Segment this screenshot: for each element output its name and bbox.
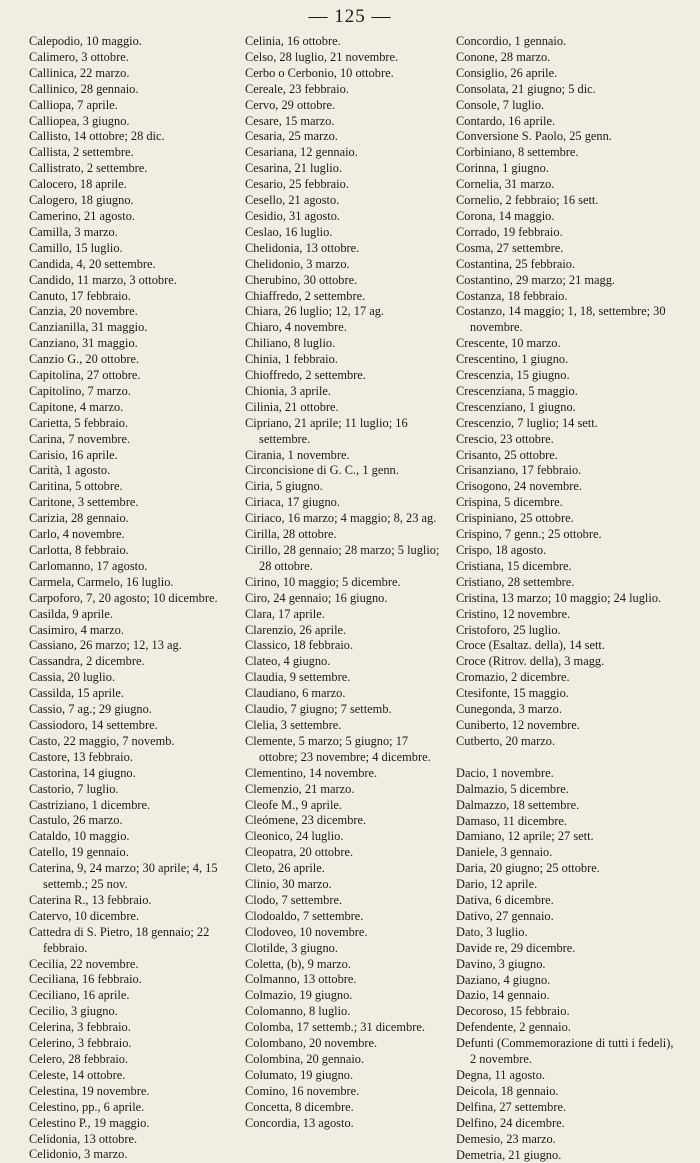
calendar-entry: Carisio, 16 aprile. xyxy=(29,447,118,462)
calendar-entry: Cesariana, 12 gennaio. xyxy=(245,145,358,160)
calendar-entry: Celestino, pp., 6 aprile. xyxy=(29,1099,145,1114)
calendar-entry: Crispiniano, 25 ottobre. xyxy=(456,511,574,526)
calendar-entry: Clementino, 14 novembre. xyxy=(245,765,378,780)
calendar-entry: Cesare, 15 marzo. xyxy=(245,113,335,128)
calendar-entry: Columato, 19 giugno. xyxy=(245,1067,354,1082)
calendar-entry: Croce (Ritrov. della), 3 magg. xyxy=(456,654,605,669)
calendar-entry: Ciriaco, 16 marzo; 4 maggio; 8, 23 ag. xyxy=(245,511,437,526)
calendar-entry: Corona, 14 maggio. xyxy=(456,208,555,223)
calendar-entry: Carietta, 5 febbraio. xyxy=(29,415,129,430)
calendar-entry: Callisto, 14 ottobre; 28 dic. xyxy=(29,129,165,144)
calendar-entry: Carpoforo, 7, 20 agosto; 10 dicembre. xyxy=(29,590,218,605)
calendar-entry: Casto, 22 maggio, 7 novemb. xyxy=(29,733,175,748)
calendar-entry: Chiara, 26 luglio; 12, 17 ag. xyxy=(245,304,385,319)
calendar-entry: Deicola, 18 gennaio. xyxy=(456,1083,559,1098)
calendar-entry: Candida, 4, 20 settembre. xyxy=(29,256,156,271)
calendar-entry: Caritina, 5 ottobre. xyxy=(29,479,123,494)
calendar-entry: Davino, 3 giugno. xyxy=(456,956,546,971)
calendar-entry: Carlomanno, 17 agosto. xyxy=(29,558,148,573)
calendar-entry: Crescente, 10 marzo. xyxy=(456,336,561,351)
calendar-entry: Canuto, 17 febbraio. xyxy=(29,288,131,303)
calendar-entry: Costanza, 18 febbraio. xyxy=(456,288,568,303)
calendar-entry: Ceciliana, 16 febbraio. xyxy=(29,972,142,987)
calendar-entry: Ciro, 24 gennaio; 16 giugno. xyxy=(245,590,388,605)
calendar-entry: Castulo, 26 marzo. xyxy=(29,813,123,828)
calendar-entry: Corrado, 19 febbraio. xyxy=(456,224,563,239)
column-middle xyxy=(245,34,449,1132)
calendar-entry: Capitone, 4 marzo. xyxy=(29,399,124,414)
calendar-entry: Dativo, 27 gennaio. xyxy=(456,908,554,923)
calendar-entry: Cristoforo, 25 luglio. xyxy=(456,622,561,637)
calendar-entry: Clelia, 3 settembre. xyxy=(245,717,342,732)
calendar-entry: Demetria, 21 giugno. xyxy=(456,1147,562,1162)
calendar-entry: Colombina, 20 gennaio. xyxy=(245,1052,365,1066)
calendar-entry: Defunti (Commemorazione di tutti i fedeli), 2 novembre. xyxy=(456,1036,674,1067)
calendar-entry: Clodoveo, 10 novembre. xyxy=(245,924,368,939)
calendar-entry: Crescentino, 1 giugno. xyxy=(456,352,569,367)
calendar-entry: Circoncisione di G. C., 1 genn. xyxy=(245,463,399,478)
calendar-entry: Claudia, 9 settembre. xyxy=(245,670,351,685)
calendar-entry: Costantino, 29 marzo; 21 magg. xyxy=(456,272,615,287)
calendar-entry: Cristiano, 28 settembre. xyxy=(456,574,575,589)
calendar-entry: Calliopea, 3 giugno. xyxy=(29,113,130,128)
calendar-entry: Clarenzio, 26 aprile. xyxy=(245,622,347,637)
calendar-entry: Cirillo, 28 gennaio; 28 marzo; 5 luglio; 28 ottobre. xyxy=(245,543,440,573)
calendar-entry: Cattedra di S. Pietro, 18 gennaio; 22 febbraio. xyxy=(29,924,210,955)
calendar-entry: Claudiano, 6 marzo. xyxy=(245,686,346,701)
calendar-entry: Carità, 1 agosto. xyxy=(29,463,111,478)
calendar-entry: Cassio, 7 ag.; 29 giugno. xyxy=(29,702,152,717)
calendar-entry: Cecilio, 3 giugno. xyxy=(29,1004,118,1019)
calendar-entry: Colombano, 20 novembre. xyxy=(245,1036,378,1051)
calendar-entry: Concetta, 8 dicembre. xyxy=(245,1099,354,1114)
calendar-entry: Cristiana, 15 dicembre. xyxy=(456,558,572,573)
calendar-entry: Cesaria, 25 marzo. xyxy=(245,129,338,144)
calendar-entry: Cilinia, 21 ottobre. xyxy=(245,399,339,414)
calendar-entry: Caterina R., 13 febbraio. xyxy=(29,892,152,907)
calendar-entry: Cerbo o Cerbonio, 10 ottobre. xyxy=(245,65,394,80)
calendar-entry: Colomba, 17 settemb.; 31 dicembre. xyxy=(245,1020,425,1035)
calendar-entry: Crispino, 7 genn.; 25 ottobre. xyxy=(456,527,602,542)
calendar-entry: Cesidio, 31 agosto. xyxy=(245,208,340,223)
calendar-entry: Daniele, 3 gennaio. xyxy=(456,845,553,860)
calendar-entry: Cunegonda, 3 marzo. xyxy=(456,702,562,717)
calendar-entry: Chioffredo, 2 settembre. xyxy=(245,368,366,383)
calendar-entry: Cervo, 29 ottobre. xyxy=(245,97,336,112)
calendar-entry: Cassilda, 15 aprile. xyxy=(29,686,124,701)
calendar-entry: Croce (Esaltaz. della), 14 sett. xyxy=(456,638,605,653)
calendar-entry: Cherubino, 30 ottobre. xyxy=(245,272,358,287)
calendar-entry: Chinia, 1 febbraio. xyxy=(245,352,338,367)
calendar-entry: Canzianilla, 31 maggio. xyxy=(29,320,148,335)
calendar-entry: Celestino P., 19 maggio. xyxy=(29,1115,150,1130)
calendar-entry: Demesio, 23 marzo. xyxy=(456,1131,556,1146)
calendar-entry: Colmazio, 19 giugno. xyxy=(245,988,353,1003)
calendar-entry: Defendente, 2 gennaio. xyxy=(456,1020,571,1035)
calendar-entry: Clinio, 30 marzo. xyxy=(245,877,332,892)
calendar-entry: Crescio, 23 ottobre. xyxy=(456,431,554,446)
calendar-entry: Capitolina, 27 ottobre. xyxy=(29,368,141,383)
calendar-entry: Cuniberto, 12 novembre. xyxy=(456,717,580,732)
calendar-entry: Callistrato, 2 settembre. xyxy=(29,161,148,176)
calendar-entry: Camillo, 15 luglio. xyxy=(29,240,123,255)
calendar-entry: Catervo, 10 dicembre. xyxy=(29,908,140,923)
calendar-entry: Crescenzia, 15 giugno. xyxy=(456,368,570,383)
calendar-entry: Calimero, 3 ottobre. xyxy=(29,49,129,64)
calendar-entry: Consiglio, 26 aprile. xyxy=(456,65,558,80)
calendar-entry: Colmanno, 13 ottobre. xyxy=(245,972,357,987)
calendar-entry: Cromazio, 2 dicembre. xyxy=(456,670,570,685)
calendar-entry: Celso, 28 luglio, 21 novembre. xyxy=(245,49,399,64)
calendar-entry: Callista, 2 settembre. xyxy=(29,145,134,160)
page-number: — 125 — xyxy=(308,6,392,27)
calendar-entry: Celero, 28 febbraio. xyxy=(29,1052,129,1066)
calendar-entry: Cornelio, 2 febbraio; 16 sett. xyxy=(456,193,599,208)
calendar-entry: Calogero, 18 giugno. xyxy=(29,193,134,208)
calendar-entry: Corbiniano, 8 settembre. xyxy=(456,145,579,160)
calendar-entry: Chionia, 3 aprile. xyxy=(245,383,332,398)
calendar-entry: Classico, 18 febbraio. xyxy=(245,638,354,653)
calendar-entry: Dato, 3 luglio. xyxy=(456,924,528,939)
calendar-entry: Cassandra, 2 dicembre. xyxy=(29,654,145,669)
calendar-entry: Camerino, 21 agosto. xyxy=(29,208,135,223)
calendar-entry: Conversione S. Paolo, 25 genn. xyxy=(456,129,612,144)
calendar-entry: Dalmazzo, 18 settembre. xyxy=(456,797,580,812)
calendar-entry: Concordio, 1 gennaio. xyxy=(456,34,567,48)
calendar-entry: Ciria, 5 giugno. xyxy=(245,479,323,494)
calendar-entry: Carlo, 4 novembre. xyxy=(29,527,125,542)
calendar-entry: Candido, 11 marzo, 3 ottobre. xyxy=(29,272,177,287)
calendar-entry: Celestina, 19 novembre. xyxy=(29,1083,150,1098)
calendar-entry: Caritone, 3 settembre. xyxy=(29,495,139,510)
calendar-entry: Celidonia, 13 ottobre. xyxy=(29,1131,138,1146)
calendar-entry: Cassiodoro, 14 settembre. xyxy=(29,717,158,732)
calendar-entry: Damaso, 11 dicembre. xyxy=(456,813,568,828)
calendar-entry: Crescenziana, 5 maggio. xyxy=(456,383,578,398)
calendar-entry: Dacio, 1 novembre. xyxy=(456,765,554,780)
calendar-entry: Clateo, 4 giugno. xyxy=(245,654,331,669)
calendar-entry: Clotilde, 3 giugno. xyxy=(245,940,338,955)
calendar-entry: Canzia, 20 novembre. xyxy=(29,304,138,319)
calendar-entry: Chiaro, 4 novembre. xyxy=(245,320,347,335)
calendar-entry: Cirilla, 28 ottobre. xyxy=(245,527,337,542)
calendar-entry: Canziano, 31 maggio. xyxy=(29,336,138,351)
calendar-entry: Caterina, 9, 24 marzo; 30 aprile; 4, 15 settemb.; 25 nov. xyxy=(29,861,218,892)
calendar-entry: Davide re, 29 dicembre. xyxy=(456,940,576,955)
calendar-entry: Cleonico, 24 luglio. xyxy=(245,829,344,844)
calendar-entry: Ciriaca, 17 giugno. xyxy=(245,495,340,510)
section-gap xyxy=(456,750,675,766)
calendar-entry: Crispina, 5 dicembre. xyxy=(456,495,563,510)
calendar-entry: Castriziano, 1 dicembre. xyxy=(29,797,151,812)
calendar-entry: Cornelia, 31 marzo. xyxy=(456,177,555,192)
calendar-entry: Ctesifonte, 15 maggio. xyxy=(456,686,569,701)
calendar-entry: Cleto, 26 aprile. xyxy=(245,861,325,876)
calendar-entry: Cirino, 10 maggio; 5 dicembre. xyxy=(245,574,401,589)
calendar-entry: Celinia, 16 ottobre. xyxy=(245,34,341,48)
calendar-entry: Celerino, 3 febbraio. xyxy=(29,1036,132,1051)
calendar-entry: Console, 7 luglio. xyxy=(456,97,545,112)
calendar-entry: Daziano, 4 giugno. xyxy=(456,972,551,987)
calendar-entry: Carlotta, 8 febbraio. xyxy=(29,543,129,557)
calendar-entry: Cristina, 13 marzo; 10 maggio; 24 luglio. xyxy=(456,590,662,605)
calendar-entry: Casilda, 9 aprile. xyxy=(29,606,113,621)
calendar-entry: Crescenzio, 7 luglio; 14 sett. xyxy=(456,415,598,430)
calendar-entry: Concordia, 13 agosto. xyxy=(245,1115,354,1130)
calendar-entry: Clodoaldo, 7 settembre. xyxy=(245,908,364,923)
calendar-entry: Coletta, (b), 9 marzo. xyxy=(245,956,351,971)
column-right xyxy=(456,34,675,1163)
calendar-entry: Calepodio, 10 maggio. xyxy=(29,34,142,48)
calendar-entry: Cataldo, 10 maggio. xyxy=(29,829,130,844)
calendar-entry: Cipriano, 21 aprile; 11 luglio; 16 settembre. xyxy=(245,415,408,446)
calendar-entry: Clemenzio, 21 marzo. xyxy=(245,781,355,796)
calendar-entry: Dario, 12 aprile. xyxy=(456,877,538,892)
calendar-entry: Comino, 16 novembre. xyxy=(245,1083,360,1098)
calendar-entry: Chiaffredo, 2 settembre. xyxy=(245,288,366,303)
calendar-entry: Catello, 19 gennaio. xyxy=(29,845,129,860)
calendar-entry: Cesarina, 21 luglio. xyxy=(245,161,343,176)
calendar-entry: Corinna, 1 giugno. xyxy=(456,161,549,176)
calendar-entry: Cleofe M., 9 aprile. xyxy=(245,797,343,812)
calendar-entry: Conone, 28 marzo. xyxy=(456,49,551,64)
calendar-entry: Damiano, 12 aprile; 27 sett. xyxy=(456,829,594,844)
calendar-entry: Casimiro, 4 marzo. xyxy=(29,622,124,637)
calendar-entry: Cesello, 21 agosto. xyxy=(245,193,340,208)
calendar-entry: Cecilia, 22 novembre. xyxy=(29,956,139,971)
calendar-entry: Camilla, 3 marzo. xyxy=(29,224,118,239)
calendar-entry: Crisanziano, 17 febbraio. xyxy=(456,463,582,478)
calendar-entry: Carmela, Carmelo, 16 luglio. xyxy=(29,574,174,589)
calendar-entry: Celerina, 3 febbraio. xyxy=(29,1020,131,1035)
calendar-entry: Cutberto, 20 marzo. xyxy=(456,733,556,748)
calendar-entry: Contardo, 16 aprile. xyxy=(456,113,556,128)
calendar-entry: Chelidonio, 3 marzo. xyxy=(245,256,350,271)
calendar-entry: Cosma, 27 settembre. xyxy=(456,240,564,255)
calendar-entry: Crisanto, 25 ottobre. xyxy=(456,447,558,462)
calendar-entry: Daria, 20 giugno; 25 ottobre. xyxy=(456,861,600,876)
calendar-entry: Claudio, 7 giugno; 7 settemb. xyxy=(245,702,392,717)
calendar-entry: Castore, 13 febbraio. xyxy=(29,749,133,764)
calendar-entry: Carizia, 28 gennaio. xyxy=(29,511,129,526)
calendar-entry: Cereale, 23 febbraio. xyxy=(245,81,349,96)
calendar-entry: Callinica, 22 marzo. xyxy=(29,65,130,80)
column-left xyxy=(29,34,236,1163)
calendar-entry: Colomanno, 8 luglio. xyxy=(245,1004,351,1019)
calendar-entry: Cleopatra, 20 ottobre. xyxy=(245,845,354,860)
calendar-entry: Cassia, 20 luglio. xyxy=(29,670,116,685)
calendar-entry: Degna, 11 agosto. xyxy=(456,1068,546,1082)
calendar-entry: Calliopa, 7 aprile. xyxy=(29,97,118,112)
calendar-entry: Crescenziano, 1 giugno. xyxy=(456,399,576,414)
calendar-entry: Cleómene, 23 dicembre. xyxy=(245,813,367,828)
calendar-entry: Costanzo, 14 maggio; 1, 18, settembre; 30 novembre. xyxy=(456,304,666,335)
calendar-entry: Callinico, 28 gennaio. xyxy=(29,81,139,96)
calendar-entry: Crispo, 18 agosto. xyxy=(456,543,547,557)
calendar-entry: Castorina, 14 giugno. xyxy=(29,765,136,780)
calendar-entry: Dazio, 14 gennaio. xyxy=(456,988,550,1003)
calendar-entry: Chelidonia, 13 ottobre. xyxy=(245,240,360,255)
calendar-entry: Cirania, 1 novembre. xyxy=(245,447,350,462)
calendar-entry: Calocero, 18 aprile. xyxy=(29,177,127,192)
calendar-entry: Clara, 17 aprile. xyxy=(245,606,325,621)
calendar-entry: Dativa, 6 dicembre. xyxy=(456,893,554,908)
calendar-entry: Capitolino, 7 marzo. xyxy=(29,383,131,398)
calendar-entry: Ceciliano, 16 aprile. xyxy=(29,988,130,1003)
calendar-entry: Ceslao, 16 luglio. xyxy=(245,224,333,239)
calendar-entry: Carina, 7 novembre. xyxy=(29,431,131,446)
calendar-entry: Cassiano, 26 marzo; 12, 13 ag. xyxy=(29,638,182,653)
calendar-entry: Castorio, 7 luglio. xyxy=(29,781,119,796)
calendar-entry: Chiliano, 8 luglio. xyxy=(245,336,336,351)
calendar-entry: Celidonio, 3 marzo. xyxy=(29,1147,128,1162)
calendar-entry: Celeste, 14 ottobre. xyxy=(29,1067,126,1082)
calendar-entry: Clemente, 5 marzo; 5 giugno; 17 ottobre; 23 novembre; 4 dicembre. xyxy=(245,733,431,764)
calendar-entry: Consolata, 21 giugno; 5 dic. xyxy=(456,81,596,96)
calendar-entry: Dalmazio, 5 dicembre. xyxy=(456,781,569,796)
calendar-entry: Canzio G., 20 ottobre. xyxy=(29,352,140,367)
calendar-entry: Clodo, 7 settembre. xyxy=(245,892,343,907)
calendar-entry: Costantina, 25 febbraio. xyxy=(456,256,576,271)
calendar-entry: Delfina, 27 settembre. xyxy=(456,1099,567,1114)
calendar-entry: Cristino, 12 novembre. xyxy=(456,606,571,621)
calendar-entry: Cesario, 25 febbraio. xyxy=(245,177,349,192)
calendar-entry: Decoroso, 15 febbraio. xyxy=(456,1004,570,1019)
calendar-entry: Crisogono, 24 novembre. xyxy=(456,479,582,494)
calendar-entry: Delfino, 24 dicembre. xyxy=(456,1115,565,1130)
